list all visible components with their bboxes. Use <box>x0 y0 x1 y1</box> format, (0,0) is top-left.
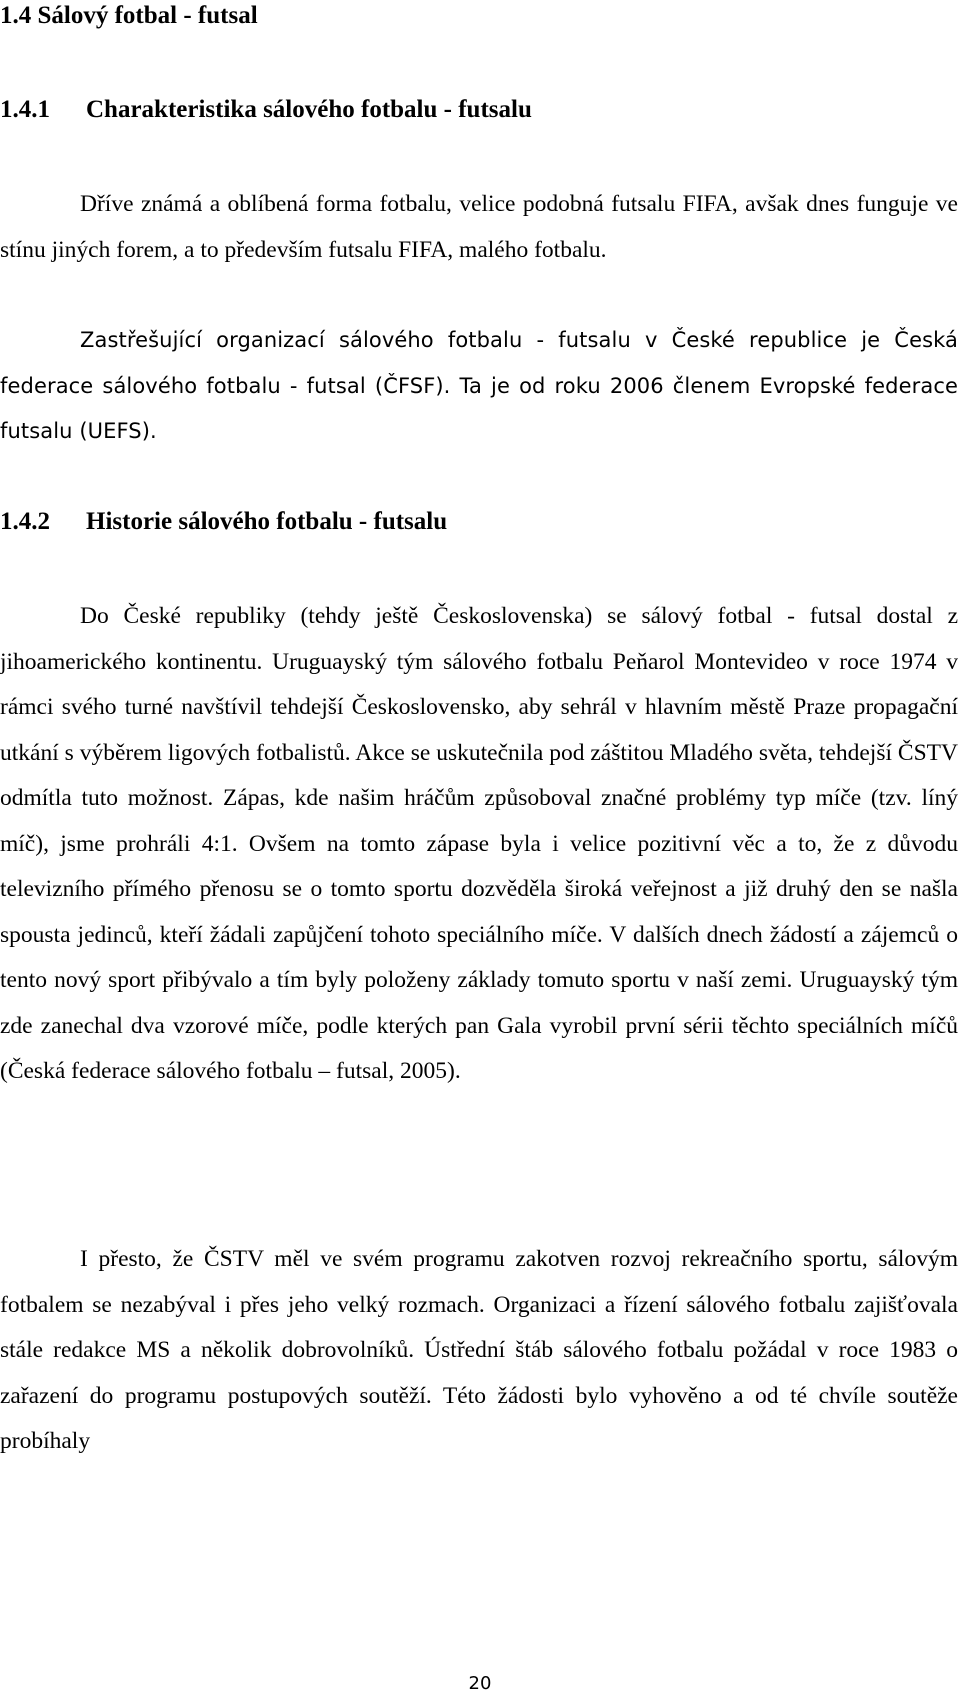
subsection-number: 1.4.1 <box>0 96 50 123</box>
page-number: 20 <box>468 1673 492 1694</box>
section-title: Sálový fotbal - futsal <box>37 2 258 29</box>
paragraph-history-continued: I přesto, že ČSTV měl ve svém programu zakotven rozvoj rekreačního sportu, sálovým fotbalem se nezabýval i přes jeho velký rozmach. Organizaci a řízení sálového fotbalu zajišťovala stále redakce MS a několik dobrovolníků. Ústřední štáb sálového fotbalu požádal v roce 1983 o zařazení do programu postupových soutěží. Této žádosti bylo vyhověno a od té chvíle soutěže probíhaly <box>0 1246 958 1454</box>
subsection-title: Historie sálového fotbalu - futsalu <box>86 508 448 535</box>
section-heading <box>0 0 258 32</box>
section-number: 1.4 <box>0 2 32 29</box>
paragraph-intro: Dříve známá a oblíbená forma fotbalu, velice podobná futsalu FIFA, avšak dnes funguje ve stínu jiných forem, a to především futsalu FIFA, malého fotbalu. <box>0 191 958 263</box>
subsection-heading-characteristics <box>0 94 532 126</box>
subsection-heading-history <box>0 506 447 538</box>
paragraph-organization: Zastřešující organizací sálového fotbalu - futsalu v České republice je Česká federace sálového fotbalu - futsal (ČFSF). Ta je od roku 2006 členem Evropské federace futsalu (UEFS). <box>0 328 958 443</box>
subsection-title: Charakteristika sálového fotbalu - futsalu <box>86 96 532 123</box>
subsection-number: 1.4.2 <box>0 508 50 535</box>
paragraph-history: Do České republiky (tehdy ještě Československa) se sálový fotbal - futsal dostal z jihoamerického kontinentu. Uruguayský tým sálového fotbalu Peňarol Montevideo v roce 1974 v rámci svého turné navštívil tehdejší Československo, aby sehrál v hlavním městě Praze propagační utkání s výběrem ligových fotbalistů. Akce se uskutečnila pod záštitou Mladého světa, tehdejší ČSTV odmítla tuto možnost. Zápas, kde našim hráčům způsoboval značné problémy typ míče (tzv. líný míč), jsme prohráli 4:1. Ovšem na tomto zápase byla i velice pozitivní věc a to, že z důvodu televizního přímého přenosu se o tomto sportu dozvěděla široká veřejnost a již druhý den se našla spousta jedinců, kteří žádali zapůjčení tohoto speciálního míče. V dalších dnech žádostí a zájemců o tento nový sport přibývalo a tím byly položeny základy tomuto sportu v naší zemi. Uruguayský tým zde zanechal dva vzorové míče, podle kterých pan Gala vyrobil první sérii těchto speciálních míčů (Česká federace sálového fotbalu – futsal, 2005). <box>0 603 958 1084</box>
